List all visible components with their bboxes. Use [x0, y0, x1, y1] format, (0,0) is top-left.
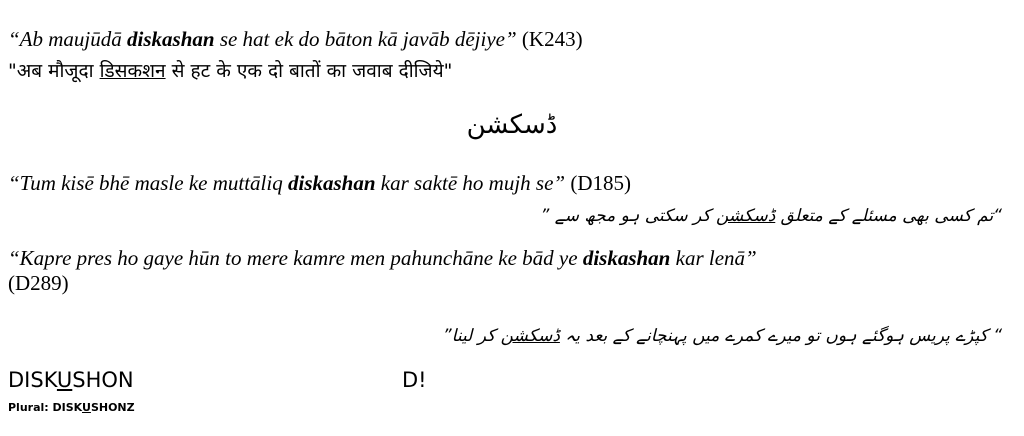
example-1-hindi [8, 57, 452, 83]
keyword-underlined: डिसकशन [99, 60, 166, 82]
term-spelling [8, 368, 134, 392]
keyword-underlined: ڈسکشن [715, 206, 776, 226]
hindi-text: से हट के एक दो बातों का जवाब दीजिये" [165, 60, 453, 82]
plural-form [8, 401, 135, 414]
translit-text: “Tum kisē bhē masle ke muttāliq [8, 171, 288, 195]
entry-code: D! [402, 368, 427, 392]
hindi-text: "अब मौजूदा [8, 60, 100, 82]
keyword-bold: diskashan [127, 27, 215, 51]
example-2-urdu [541, 205, 1002, 226]
urdu-text: “تم کسی بھی مسئلے کے متعلق [775, 206, 1002, 226]
translit-text: kar saktē ho mujh se” [375, 171, 566, 195]
example-3-transliteration [8, 246, 1016, 296]
source-reference: (K243) [521, 27, 583, 51]
urdu-text: “ کپڑے پریس ہوگئے ہوں تو میرے کمرے میں پہنچانے کے بعد یہ [559, 326, 1002, 346]
term-stress-letter: U [56, 368, 73, 392]
example-3-urdu [443, 325, 1002, 346]
keyword-underlined: ڈسکشن [500, 326, 560, 346]
example-1-transliteration [8, 27, 583, 52]
example-2-transliteration [8, 171, 631, 196]
urdu-text: کر لینا” [442, 326, 501, 346]
urdu-text: کر سکتی ہو مجھ سے ” [540, 206, 716, 226]
translit-text: “Kapre pres ho gaye hūn to mere kamre men pahunchāne ke bād ye [8, 246, 583, 270]
urdu-heading: ڈسکشن [466, 110, 558, 140]
term-part: DISK [8, 368, 57, 392]
keyword-bold: diskashan [287, 171, 376, 195]
translit-text: “Ab maujūdā [8, 27, 128, 51]
plural-part: SHONZ [90, 401, 135, 414]
plural-part: Plural: DISK [8, 401, 82, 414]
source-reference: (D289) [8, 271, 69, 295]
keyword-bold: diskashan [582, 246, 671, 270]
translit-text: kar lenā” [670, 246, 757, 270]
translit-text: se hat ek do bāton kā javāb dējiye” [214, 27, 517, 51]
plural-stress-letter: U [82, 401, 91, 414]
source-reference: (D185) [570, 171, 632, 195]
term-part: SHON [72, 368, 134, 392]
